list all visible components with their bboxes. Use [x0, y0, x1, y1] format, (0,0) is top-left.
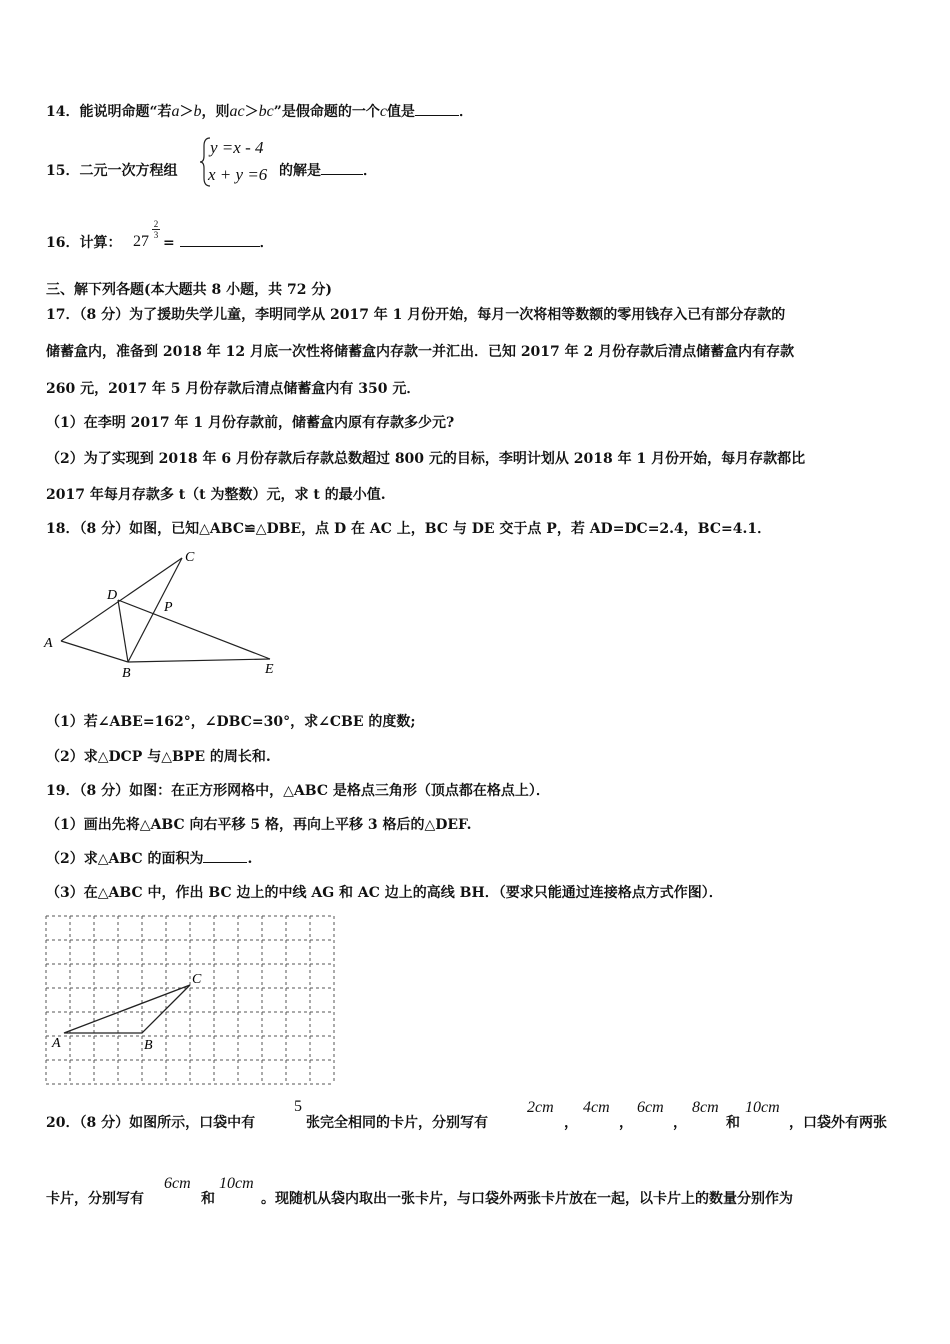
q14-number: 14． [46, 104, 80, 120]
q20-text-4: 卡片，分别写有 [46, 1191, 144, 1207]
q14-gt-1: ＞ [179, 104, 194, 120]
q18-label-d: D [107, 588, 118, 603]
q20-value-4: 8cm [692, 1099, 719, 1116]
q20-value-3: 6cm [637, 1099, 664, 1116]
q20-value-2: 4cm [583, 1099, 610, 1116]
q20-text-5: 。现随机从袋内取出一张卡片，与口袋外两张卡片放在一起，以卡片上的数量分别作为 [261, 1191, 793, 1207]
q18-segment-de [118, 600, 270, 659]
q17-part-1: （1）在李明 2017 年 1 月份存款前，储蓄盒内原有存款多少元? [46, 415, 455, 431]
q15-text-2: 的解是 [279, 163, 321, 179]
section-3-heading: 三、解下列各题(本大题共 8 小题，共 72 分) [46, 282, 332, 298]
q16-equals: = [163, 235, 175, 251]
q20-comma-2: ， [619, 1115, 633, 1131]
q14-var-a: a [171, 103, 180, 120]
q20-text-2: 张完全相同的卡片，分别写有 [306, 1115, 488, 1131]
q16-tail [163, 233, 274, 253]
q16-text-1: 计算： [79, 235, 122, 251]
q19-part-3: （3）在△ABC 中，作出 BC 边上的中线 AG 和 AC 边上的高线 BH．（要求只能通过连接格点方式作图）． [46, 885, 723, 901]
q20-line-1 [46, 1113, 255, 1133]
q20-and-1: 和 [726, 1115, 740, 1131]
q18-part-1: （1）若∠ABE=162°，∠DBC=30°，求∠CBE 的度数; [46, 714, 416, 730]
q20-value-1: 2cm [527, 1099, 554, 1116]
q14-text-3: ”是假命题的一个 [273, 104, 380, 120]
q17-part-2b: 2017 年每月存款多 t（t 为整数）元，求 t 的最小值. [46, 487, 386, 503]
q19-grid-figure [40, 910, 340, 1090]
q20-value-5: 10cm [745, 1099, 780, 1116]
q16-answer-blank [180, 246, 260, 247]
q18-figure [40, 545, 290, 685]
q17-part-2a: （2）为了实现到 2018 年 6 月份存款后存款总数超过 800 元的目标，李明计划从 2018 年 1 月份开始，每月存款都比 [46, 451, 806, 467]
q18-segment-db [118, 600, 128, 662]
q19-label-c: C [192, 972, 202, 987]
q19-answer-blank [203, 862, 247, 863]
q20-text-3: ，口袋外有两张 [789, 1115, 887, 1131]
q15-text-1: 二元一次方程组 [79, 163, 178, 179]
q15-equation-1: y =x - 4 [210, 138, 264, 157]
q19-line-1: 19．（8 分）如图：在正方形网格中，△ABC 是格点三角形（顶点都在格点上）． [46, 783, 550, 799]
q15-answer-blank [321, 174, 363, 175]
question-16 [46, 233, 121, 253]
q18-label-p: P [164, 600, 173, 615]
q18-segment-ab [61, 641, 128, 662]
q14-var-bc: bc [258, 103, 274, 120]
q17-line-2: 储蓄盒内，准备到 2018 年 12 月底一次性将储蓄盒内存款一并汇出．已知 2017 年 2 月份存款后清点储蓄盒内有存款 [46, 344, 795, 360]
q18-part-2: （2）求△DCP 与△BPE 的周长和. [46, 749, 271, 765]
question-15 [46, 161, 177, 181]
q20-text-1: 20．（8 分）如图所示，口袋中有 [46, 1115, 256, 1131]
q16-base: 27 [133, 233, 149, 250]
q17-line-1: 17．（8 分）为了援助失学儿童，李明同学从 2017 年 1 月份开始，每月一次将相等数额的零用钱存入已有部分存款的 [46, 307, 786, 323]
q16-exponent [152, 219, 160, 240]
q18-segment-be [128, 659, 270, 662]
q20-card-2: 10cm [219, 1175, 254, 1192]
q18-label-c: C [185, 550, 195, 565]
q16-exp-numerator: 2 [153, 219, 159, 229]
q19-label-a: A [52, 1036, 61, 1051]
q14-text-2: ，则 [201, 104, 230, 120]
q14-end: ． [458, 104, 473, 120]
question-14 [46, 102, 473, 122]
q18-label-b: B [122, 666, 131, 681]
q18-line-1: 18．（8 分）如图，已知△ABC≌△DBE，点 D 在 AC 上，BC 与 DE 交于点 P，若 AD=DC=2.4，BC=4.1． [46, 521, 772, 537]
q15-equation-2: x + y =6 [208, 165, 268, 184]
q20-count: 5 [294, 1098, 302, 1115]
q19-grid-lines [46, 916, 334, 1084]
q14-var-ac: ac [229, 103, 245, 120]
q15-end: ． [363, 163, 377, 179]
q16-end: ． [259, 235, 274, 251]
q14-answer-blank [415, 115, 459, 116]
q14-var-c: c [379, 103, 387, 120]
q18-segment-bc [128, 558, 182, 662]
q20-card-1: 6cm [164, 1175, 191, 1192]
q20-comma-1: ， [564, 1115, 578, 1131]
q18-label-e: E [265, 662, 274, 677]
q16-exp-denominator: 3 [153, 230, 159, 240]
q20-and-2: 和 [201, 1191, 215, 1207]
q19-label-b: B [144, 1038, 153, 1053]
q19-triangle-abc [64, 985, 190, 1033]
q17-line-3: 260 元，2017 年 5 月份存款后清点储蓄盒内有 350 元． [46, 381, 421, 397]
q19-part-2-end: . [247, 851, 253, 867]
q19-part-2-text: （2）求△ABC 的面积为 [46, 851, 204, 867]
q14-text-1: 能说明命题“若 [79, 104, 172, 120]
q16-number: 16． [46, 235, 80, 251]
q14-var-b: b [193, 103, 202, 120]
q19-part-1: （1）画出先将△ABC 向右平移 5 格，再向上平移 3 格后的△DEF. [46, 817, 472, 833]
q20-comma-3: ， [673, 1115, 687, 1131]
q14-gt-2: ＞ [244, 104, 259, 120]
q18-label-a: A [44, 636, 53, 651]
q14-text-4: 值是 [386, 104, 415, 120]
q15-tail [279, 161, 377, 181]
q15-number: 15． [46, 163, 80, 179]
q19-part-2 [46, 849, 252, 869]
